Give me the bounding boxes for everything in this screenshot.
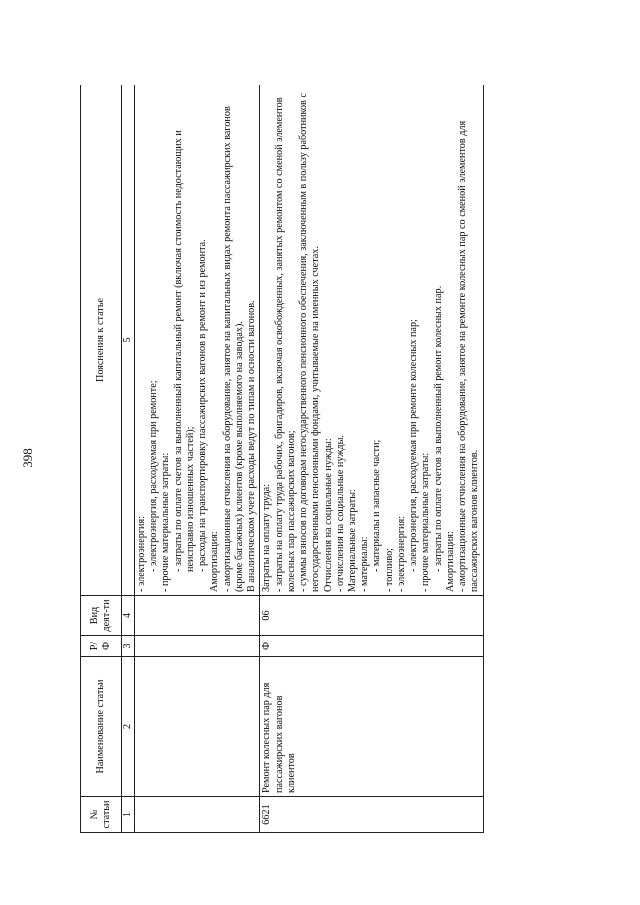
explanation-line: Амортизация: (444, 531, 456, 592)
header-row (81, 85, 122, 833)
column-number: 5 (122, 85, 135, 596)
explanation-line: - электроэнергия, расходуемая при ремонте; (148, 380, 160, 572)
explanation-line: - отчисления на социальные нужды. (334, 435, 346, 592)
column-number-row (122, 85, 135, 833)
explanation-line: - электроэнергия: (395, 515, 407, 592)
explanation-line: Отчисления на социальные нужды: (322, 438, 334, 592)
explanation-line: В аналитическом учете расходы ведут по типам и осности вагонов. (246, 300, 258, 592)
article-number: 6621 (260, 797, 483, 833)
explanation-line: Амортизация: (209, 531, 221, 592)
page-number: 398 (20, 448, 35, 468)
rf-mark: Ф (260, 636, 483, 657)
activity-type: 06 (260, 596, 483, 636)
table-body (135, 85, 484, 833)
header-article-name: Наименование статьи (81, 657, 122, 797)
explanation-line: - электроэнергия, расходуемая при ремонте колесных пар; (408, 319, 420, 572)
explanation-line: - затраты на оплату труда рабочих, бригадиров, включая освобожденных, занятых ремонтом со сменой элементов колесных пар пассажирских вагонов; (273, 97, 297, 592)
explanation-line: - прочие материальные затраты: (160, 452, 172, 592)
column-number: 1 (122, 797, 135, 833)
article-explanation (260, 85, 483, 596)
page-content (80, 85, 575, 833)
articles-table (80, 85, 484, 833)
article-name (135, 657, 260, 797)
explanation-line: - расходы на транспортировку пассажирских вагонов в ремонт и из ремонта. (197, 239, 209, 572)
explanation-line: Затраты на оплату труда: (261, 483, 273, 592)
header-rf: Р/ Ф (81, 636, 122, 657)
explanation-line: - затраты по оплате счетов за выполненный капитальный ремонт (включая стоимость недостающих и неисправно изношенных частей); (172, 130, 196, 572)
article-explanation (135, 85, 260, 596)
explanation-line: - электроэнергия: (136, 515, 147, 592)
rf-mark (135, 636, 260, 657)
table-row (135, 85, 260, 833)
column-number: 4 (122, 596, 135, 636)
table-row (260, 85, 483, 833)
explanation-line: - топливо; (383, 547, 395, 592)
explanation-line: - затраты по оплате счетов за выполненный ремонт колесных пар. (432, 285, 444, 572)
explanation-line: Материальные затраты: (346, 489, 358, 592)
activity-type (135, 596, 260, 636)
article-name: Ремонт колесных пар для пассажирских вагонов клиентов (260, 657, 483, 797)
explanation-line: - прочие материальные затраты: (420, 452, 432, 592)
explanation-line: - материалы и запасные части; (371, 439, 383, 572)
header-article-number: № статьи (81, 797, 122, 833)
header-activity-type: Вид деят-ти (81, 596, 122, 636)
explanation-line: - амортизационные отчисления на оборудование, занятое на капитальных видах ремонта пассажирских вагонов (кроме багажных) клиентов (кроме выполняемого на заводах). (221, 106, 245, 592)
explanation-line: - амортизационные отчисления на оборудование, занятое на ремонте колесных пар со сменой элементов для пассажирских вагонов клиентов. (457, 120, 481, 592)
explanation-line: - суммы взносов по договорам негосударственного пенсионного обеспечения, заключенным в пользу работников с негосударственными пенсионными фондами, учитываемые на именных счетах. (298, 93, 322, 592)
rotated-table-container (80, 85, 575, 833)
column-number: 2 (122, 657, 135, 797)
explanation-line: - материалы: (359, 536, 371, 592)
column-number: 3 (122, 636, 135, 657)
article-number (135, 797, 260, 833)
header-explanation: Пояснения к статье (81, 85, 122, 596)
